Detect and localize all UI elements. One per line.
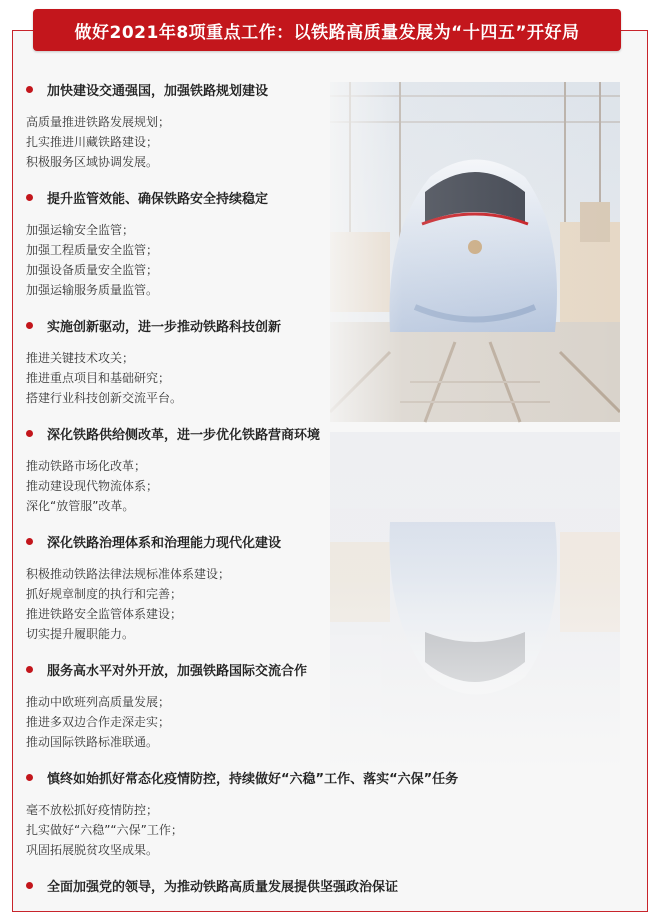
bullet-icon [26, 666, 33, 673]
list-item: 推动铁路市场化改革； [26, 459, 147, 473]
list-item: 推进重点项目和基础研究； [26, 371, 171, 385]
list-item: 毫不放松抓好疫情防控； [26, 803, 159, 817]
list-item: 加强工程质量安全监管； [26, 243, 159, 257]
list-item: 推动中欧班列高质量发展； [26, 695, 171, 709]
section-heading: 深化铁路治理体系和治理能力现代化建设 [47, 535, 282, 551]
list-item: 推进多双边合作走深走实； [26, 715, 171, 729]
section-1 [24, 78, 624, 172]
list-item: 推动建设现代物流体系； [26, 479, 159, 493]
section-5 [24, 530, 624, 644]
section-8 [24, 874, 624, 896]
bullet-icon [26, 538, 33, 545]
bullet-icon [26, 322, 33, 329]
list-item: 积极服务区域协调发展。 [26, 155, 159, 169]
list-item: 巩固拓展脱贫攻坚成果。 [26, 843, 159, 857]
list-item: 扎实推进川藏铁路建设； [26, 135, 159, 149]
section-heading: 深化铁路供给侧改革，进一步优化铁路营商环境 [47, 427, 321, 443]
section-6 [24, 658, 624, 752]
bullet-icon [26, 86, 33, 93]
list-item: 搭建行业科技创新交流平台。 [26, 391, 183, 405]
section-7 [24, 766, 624, 860]
bullet-icon [26, 194, 33, 201]
section-heading: 加快建设交通强国，加强铁路规划建设 [47, 83, 269, 99]
list-item: 推动国际铁路标准联通。 [26, 735, 159, 749]
section-2 [24, 186, 624, 300]
list-item: 切实提升履职能力。 [26, 627, 135, 641]
section-4 [24, 422, 624, 516]
section-heading: 提升监管效能、确保铁路安全持续稳定 [47, 191, 269, 207]
list-item: 深化“放管服”改革。 [26, 499, 135, 513]
section-heading: 实施创新驱动，进一步推动铁路科技创新 [47, 319, 282, 335]
bullet-icon [26, 430, 33, 437]
bullet-icon [26, 774, 33, 781]
list-item: 扎实做好“六稳”“六保”工作； [26, 823, 183, 837]
section-heading: 服务高水平对外开放，加强铁路国际交流合作 [47, 663, 308, 679]
list-item: 加强运输安全监管； [26, 223, 135, 237]
list-item: 高质量推进铁路发展规划； [26, 115, 171, 129]
section-heading: 慎终如始抓好常态化疫情防控，持续做好“六稳”工作、落实“六保”任务 [47, 771, 459, 787]
list-item: 积极推动铁路法律法规标准体系建设； [26, 567, 231, 581]
page-title: 做好2021年8项重点工作：以铁路高质量发展为“十四五”开好局 [33, 9, 621, 51]
list-item: 推进铁路安全监管体系建设； [26, 607, 183, 621]
bullet-icon [26, 882, 33, 889]
list-item: 推进关键技术攻关； [26, 351, 135, 365]
section-3 [24, 314, 624, 408]
section-heading: 全面加强党的领导，为推动铁路高质量发展提供坚强政治保证 [47, 879, 399, 895]
list-item: 加强运输服务质量监管。 [26, 283, 159, 297]
work-list [24, 78, 624, 896]
list-item: 加强设备质量安全监管； [26, 263, 159, 277]
list-item: 抓好规章制度的执行和完善； [26, 587, 183, 601]
